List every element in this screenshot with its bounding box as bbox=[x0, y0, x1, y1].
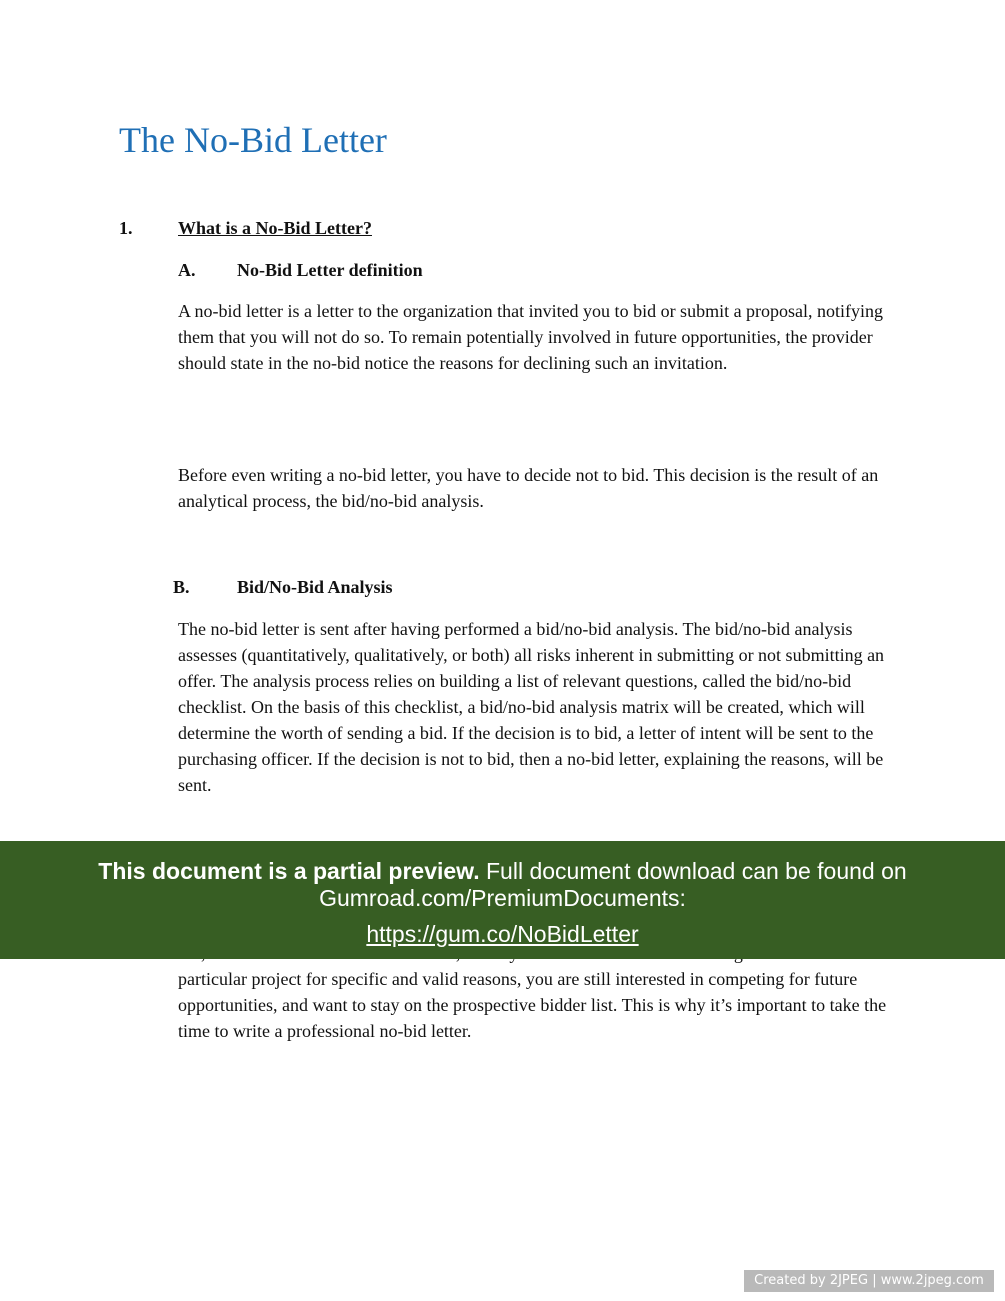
subsection-a-paragraph-2: Before even writing a no-bid letter, you have to decide not to bid. This decision is the result of an analytical process, the bid/no-bid analysis. bbox=[178, 465, 879, 511]
subsection-a-paragraph-1: A no-bid letter is a letter to the organization that invited you to bid or submit a proposal, notifying them that you will not do so. To remain potentially involved in future opportunities, the provider should state in the no-bid notice the reasons for declining such an invitation. bbox=[178, 301, 884, 373]
section-number: 1. bbox=[119, 218, 133, 238]
subsection-a-letter: A. bbox=[178, 260, 196, 280]
subsection-a-heading: No-Bid Letter definition bbox=[237, 260, 423, 280]
watermark: Created by 2JPEG | www.2jpeg.com bbox=[744, 1270, 994, 1292]
preview-banner-line2: Gumroad.com/PremiumDocuments: bbox=[319, 885, 686, 911]
preview-banner-bold: This document is a partial preview. bbox=[98, 858, 480, 884]
paragraph-2-rest: particular project for specific and valid reasons, you are still interested in competing for future opportunities, and want to stay on the prospective bidder list. This is why it’s important to take the time to write a professional no-bid letter. bbox=[178, 969, 887, 1041]
preview-banner-line1 bbox=[0, 858, 1005, 884]
preview-banner-text: Full document download can be found on bbox=[479, 858, 907, 884]
preview-banner bbox=[0, 841, 1005, 959]
download-link[interactable]: https://gum.co/NoBidLetter bbox=[366, 921, 639, 947]
section-heading: What is a No-Bid Letter? bbox=[178, 218, 372, 238]
subsection-b-paragraph-1: The no-bid letter is sent after having performed a bid/no-bid analysis. The bid/no-bid analysis assesses (quantitatively, qualitatively, or both) all risks inherent in submitting or not submitting an offer. The analysis process relies on building a list of relevant questions, called the bid/no-bid checklist. On the basis of this checklist, a bid/no-bid analysis matrix will be created, which will determine the worth of sending a bid. If the decision is to bid, a letter of intent will be sent to the purchasing officer. If the decision is not to bid, then a no-bid letter, explaining the reasons, will be sent. bbox=[178, 619, 885, 795]
subsection-b-letter: B. bbox=[173, 577, 190, 597]
subsection-b-paragraph-2 bbox=[178, 953, 898, 1044]
subsection-b-heading: Bid/No-Bid Analysis bbox=[237, 577, 393, 597]
document-title: The No-Bid Letter bbox=[119, 120, 387, 160]
